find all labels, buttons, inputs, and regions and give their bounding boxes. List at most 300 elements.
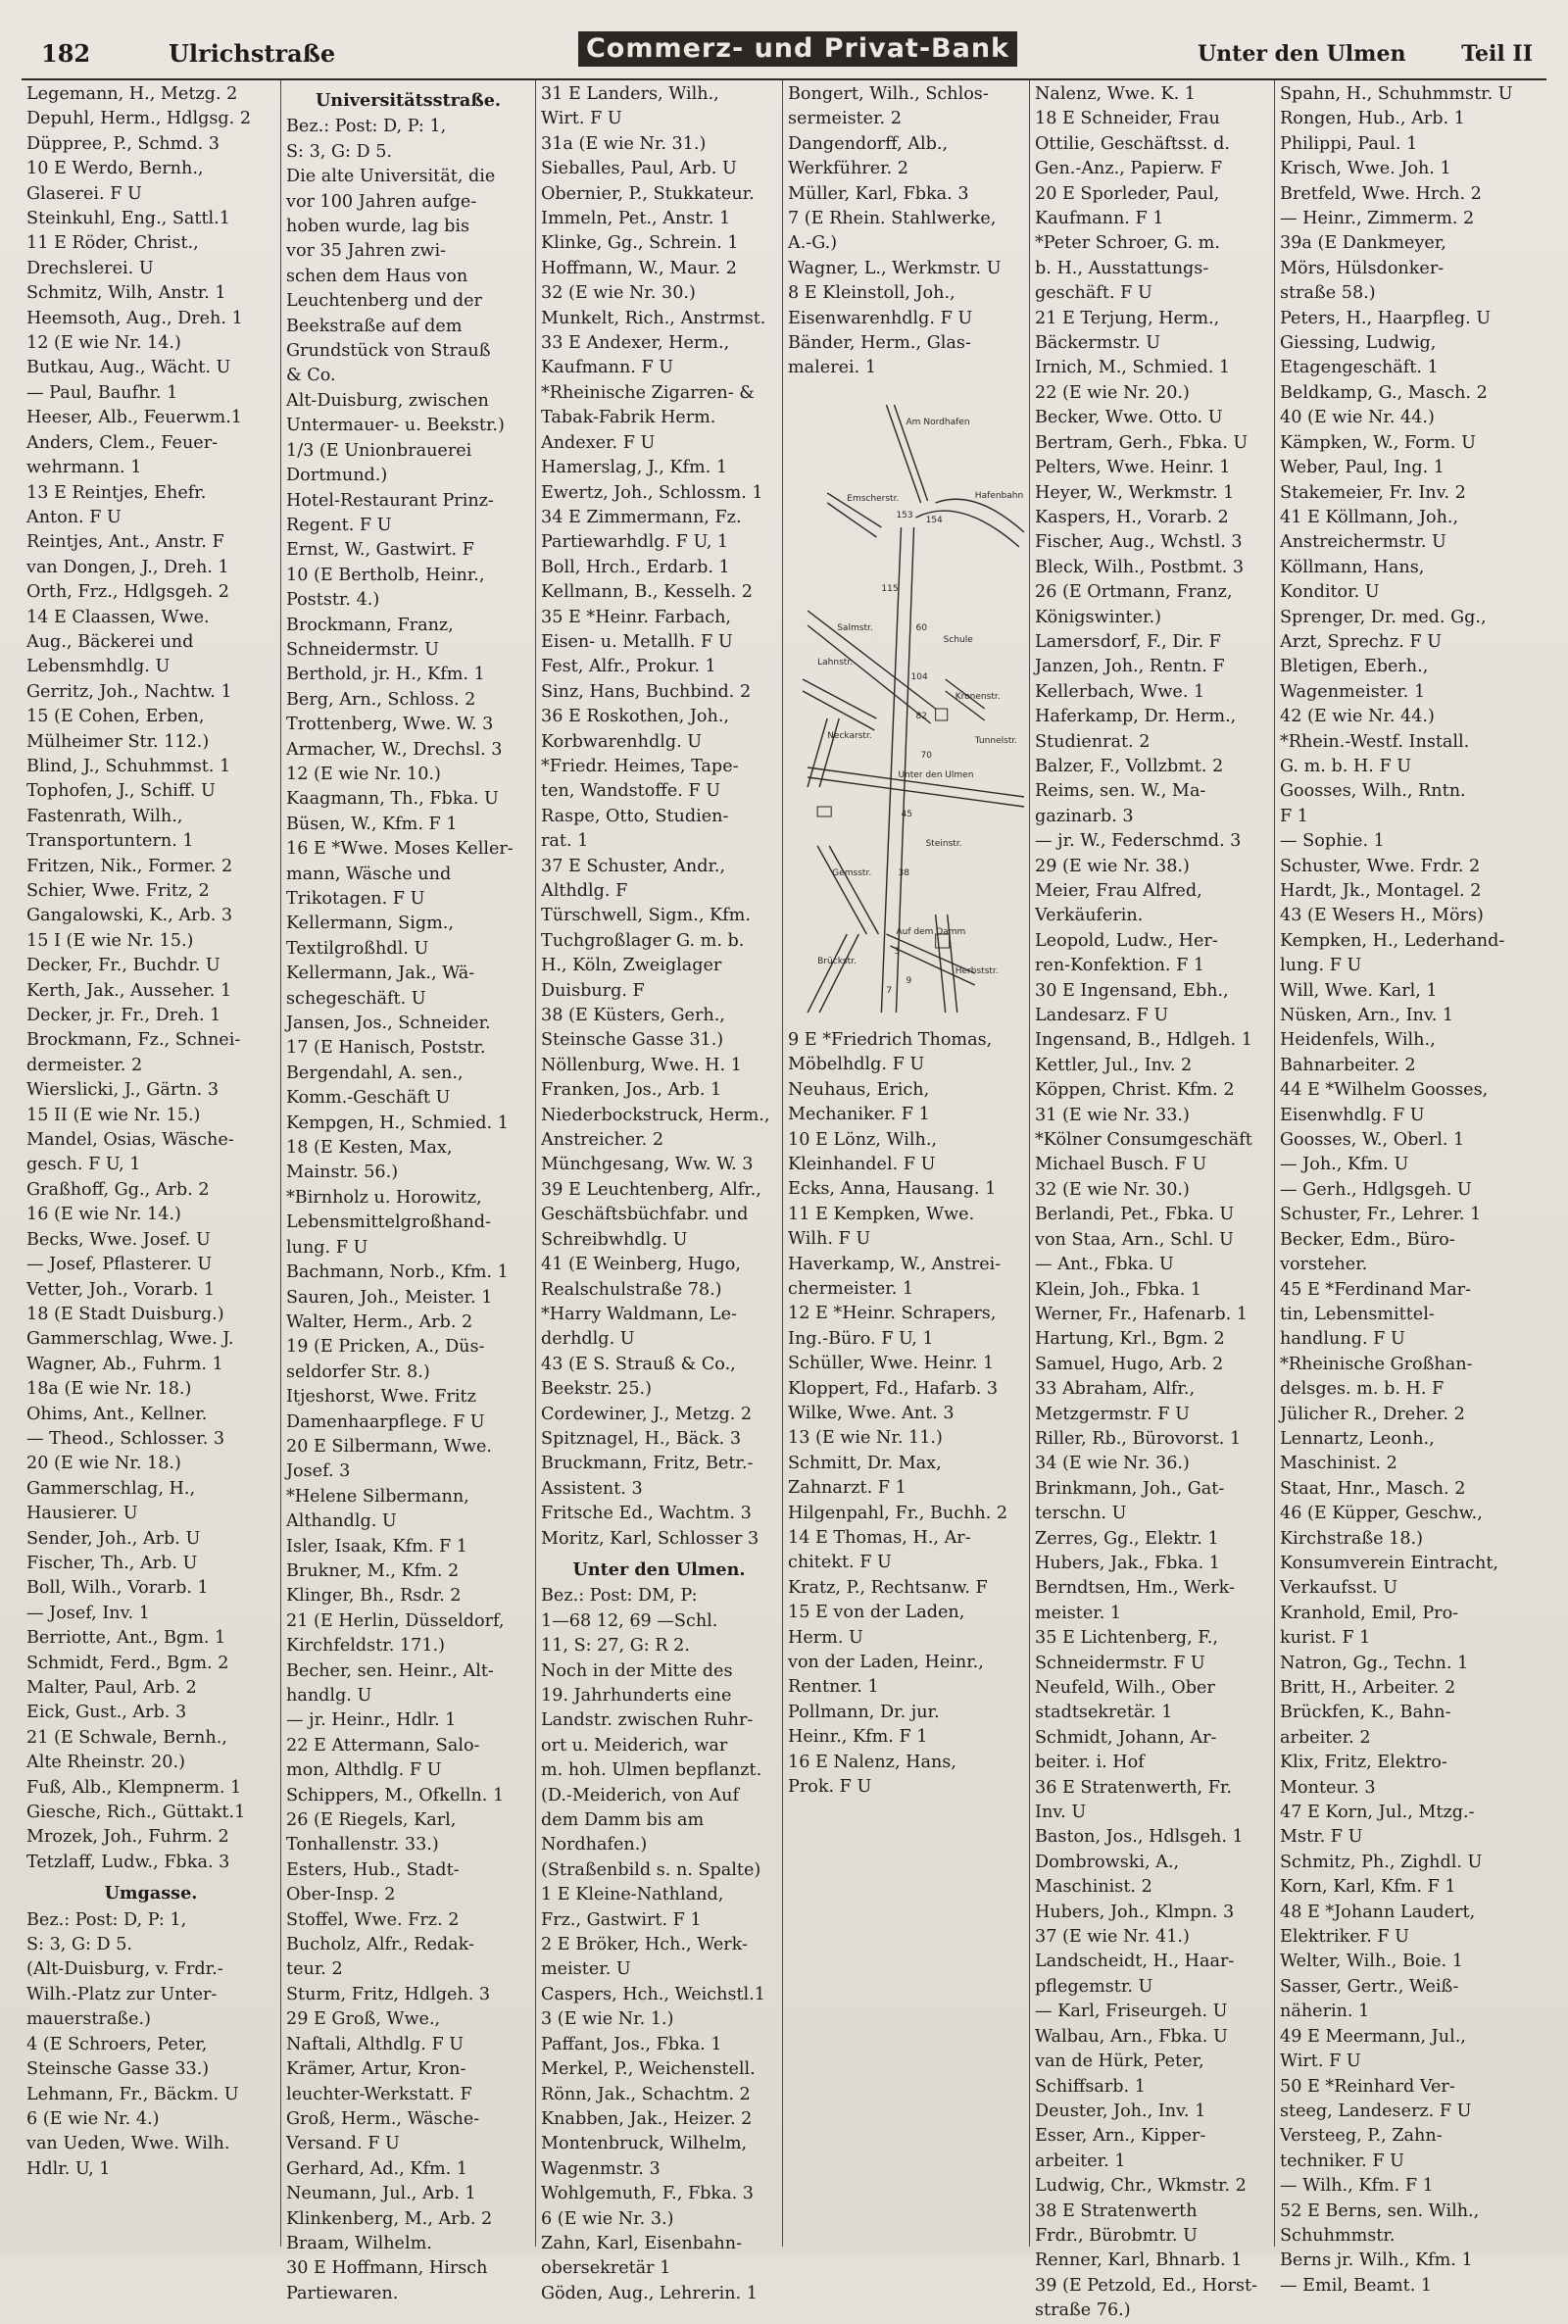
directory-entry: Konsumverein Eintracht, [1280, 1553, 1498, 1573]
directory-entry: — Josef, Inv. 1 [26, 1603, 150, 1623]
directory-entry: Gerritz, Joh., Nachtw. 1 [26, 681, 232, 702]
directory-entry: 30 E Hoffmann, Hirsch [286, 2258, 488, 2279]
directory-entry: *Rheinische Zigarren- & [541, 382, 755, 403]
page-number: 182 [41, 39, 91, 68]
directory-entry: Merkel, P., Weichenstell. [541, 2059, 756, 2080]
directory-entry: 15 II (E wie Nr. 15.) [26, 1105, 201, 1125]
directory-entry: Kämpken, W., Form. U [1280, 432, 1476, 453]
directory-entry: Aug., Bäckerei und [26, 631, 194, 652]
directory-entry: Wagner, L., Werkmstr. U [788, 258, 1002, 278]
directory-entry: Wilh.-Platz zur Unter- [26, 1984, 218, 2004]
directory-entry: Samuel, Hugo, Arb. 2 [1035, 1354, 1224, 1374]
directory-entry: meister. U [541, 1959, 631, 1980]
directory-entry: — Josef, Pflasterer. U [26, 1255, 213, 1275]
directory-entry: A.-G.) [788, 233, 838, 254]
directory-entry: Kempken, H., Lederhand- [1280, 930, 1505, 951]
directory-entry: Fastenrath, Wilh., [26, 806, 183, 826]
directory-entry: Wagenmstr. 3 [541, 2158, 661, 2179]
directory-entry: Weber, Paul, Ing. 1 [1280, 458, 1445, 478]
directory-entry: *Friedr. Heimes, Tape- [541, 756, 739, 776]
directory-entry: lung. F U [1280, 956, 1362, 976]
directory-entry: Krisch, Wwe. Joh. 1 [1280, 159, 1451, 179]
directory-entry: 35 E Lichtenberg, F., [1035, 1628, 1218, 1649]
directory-entry: Deuster, Joh., Inv. 1 [1035, 2101, 1206, 2121]
directory-entry: Grundstück von Strauß [286, 341, 491, 362]
directory-entry: Schmitz, Ph., Zighdl. U [1280, 1852, 1483, 1872]
bank-advert-banner: Commerz- und Privat-Bank [578, 31, 1017, 67]
directory-entry: Dangendorff, Alb., [788, 133, 949, 154]
directory-entry: Bez.: Post: D, P: 1, [26, 1909, 187, 1930]
directory-entry: Untermauer- u. Beekstr.) [286, 416, 505, 436]
directory-entry: Geschäftsbüchfabr. und [541, 1205, 749, 1225]
directory-entry: 21 E Terjung, Herm., [1035, 308, 1220, 328]
directory-entry: Josef. 3 [286, 1461, 351, 1482]
directory-entry: 31 (E wie Nr. 33.) [1035, 1105, 1190, 1125]
directory-entry: Göden, Aug., Lehrerin. 1 [541, 2283, 758, 2303]
directory-entry: Assistent. 3 [541, 1478, 643, 1499]
column-1 [22, 80, 281, 2247]
directory-entry: mauerstraße.) [26, 2009, 151, 2030]
directory-entry: Krämer, Artur, Kron- [286, 2059, 466, 2080]
directory-entry: Lebensmhdlg. U [26, 657, 171, 677]
directory-entry: 29 E Groß, Wwe., [286, 2009, 441, 2030]
directory-entry: 20 E Sporleder, Paul, [1035, 183, 1220, 204]
directory-entry: 21 (E Schwale, Bernh., [26, 1727, 227, 1748]
directory-entry: 32 (E wie Nr. 30.) [541, 283, 696, 304]
directory-entry: Groß, Herm., Wäsche- [286, 2108, 480, 2129]
map-street-label: Auf dem Damm [896, 926, 966, 937]
directory-entry: Steinkuhl, Eng., Sattl.1 [26, 209, 230, 229]
directory-entry: mann, Wäsche und [286, 864, 452, 884]
directory-entry: Landesarz. F U [1035, 1006, 1169, 1026]
directory-entry: 20 (E wie Nr. 18.) [26, 1454, 181, 1474]
directory-entry: Vetter, Joh., Vorarb. 1 [26, 1279, 216, 1300]
directory-entry: 38 (E Küsters, Gerh., [541, 1006, 725, 1026]
directory-entry: Bez.: Post: D, P: 1, [286, 117, 447, 137]
directory-entry: 20 E Silbermann, Wwe. [286, 1436, 492, 1457]
directory-entry: 1—68 12, 69 —Schl. [541, 1610, 718, 1631]
directory-entry: Goosses, W., Oberl. 1 [1280, 1130, 1465, 1151]
street-section-title: Unter den Ulmen. [572, 1558, 746, 1580]
directory-entry: Köppen, Christ. Kfm. 2 [1035, 1080, 1235, 1101]
directory-entry: Brinkmann, Joh., Gat- [1035, 1478, 1225, 1499]
directory-entry: ort u. Meiderich, war [541, 1735, 728, 1755]
directory-entry: 34 (E wie Nr. 36.) [1035, 1454, 1190, 1474]
directory-entry: Mrozek, Joh., Fuhrm. 2 [26, 1827, 229, 1848]
directory-entry: Berg, Arn., Schloss. 2 [286, 689, 476, 710]
directory-entry: Peters, H., Haarpfleg. U [1280, 308, 1492, 328]
directory-entry: Schüller, Wwe. Heinr. 1 [788, 1354, 995, 1374]
directory-entry: Regent. F U [286, 515, 392, 535]
directory-entry: Neufeld, Wilh., Ober [1035, 1678, 1215, 1698]
directory-entry: Caspers, Hch., Weichstl.1 [541, 1984, 765, 2004]
directory-entry: 3 (E wie Nr. 1.) [541, 2009, 674, 2030]
directory-entry: Nöllenburg, Wwe. H. 1 [541, 1055, 742, 1075]
directory-entry: Prok. F U [788, 1777, 872, 1798]
directory-entry: S: 3, G: D 5. [286, 141, 393, 162]
directory-entry: steeg, Landeserz. F U [1280, 2101, 1472, 2121]
directory-entry: Berriotte, Ant., Bgm. 1 [26, 1628, 226, 1649]
directory-entry: Franken, Jos., Arb. 1 [541, 1080, 722, 1101]
directory-entry: Wirt. F U [1280, 2052, 1361, 2072]
directory-entry: leuchter-Werkstatt. F [286, 2084, 472, 2104]
directory-entry: 43 (E Wesers H., Mörs) [1280, 906, 1484, 926]
directory-entry: Bez.: Post: DM, P: [541, 1586, 698, 1607]
directory-entry: Frdr., Bürobmtr. U [1035, 2225, 1198, 2246]
directory-entry: 15 I (E wie Nr. 15.) [26, 930, 194, 951]
directory-entry: terschn. U [1035, 1504, 1127, 1524]
directory-entry: Wohlgemuth, F., Fbka. 3 [541, 2184, 754, 2204]
map-house-number: 7 [886, 985, 893, 996]
map-street-label: Lahnstr. [817, 657, 854, 668]
directory-entry: Arzt, Sprechz. F U [1280, 631, 1443, 652]
directory-entry: Ohims, Ant., Kellner. [26, 1404, 208, 1424]
directory-entry: 39a (E Dankmeyer, [1280, 233, 1446, 254]
directory-entry: Kellerbach, Wwe. 1 [1035, 681, 1205, 702]
directory-entry: Korbwarenhdlg. U [541, 731, 703, 752]
directory-entry: rat. 1 [541, 831, 589, 852]
directory-entry: Bertram, Gerh., Fbka. U [1035, 432, 1249, 453]
directory-entry: 42 (E wie Nr. 44.) [1280, 707, 1435, 727]
directory-entry: Wagenmeister. 1 [1280, 681, 1426, 702]
directory-entry: Tabak-Fabrik Herm. [541, 408, 716, 428]
directory-entry: Ewertz, Joh., Schlossm. 1 [541, 482, 763, 503]
map-street-label: Unter den Ulmen [898, 769, 974, 780]
directory-entry: 37 E Schuster, Andr., [541, 856, 726, 876]
directory-entry: Alt-Duisburg, zwischen [286, 390, 489, 411]
directory-entry: 49 E Meermann, Jul., [1280, 2026, 1466, 2047]
directory-entry: Natron, Gg., Techn. 1 [1280, 1653, 1469, 1673]
directory-entry: Bäckermstr. U [1035, 333, 1161, 354]
directory-entry: Ernst, W., Gastwirt. F [286, 540, 474, 561]
directory-entry: Kerth, Jak., Ausseher. 1 [26, 980, 232, 1001]
directory-entry: Landstr. zwischen Ruhr- [541, 1710, 754, 1731]
directory-entry: Giessing, Ludwig, [1280, 333, 1437, 354]
directory-entry: Türschwell, Sigm., Kfm. [541, 906, 751, 926]
directory-entry: 33 E Andexer, Herm., [541, 333, 730, 354]
directory-entry: Beekstraße auf dem [286, 316, 463, 336]
directory-entry: Reintjes, Ant., Anstr. F [26, 532, 224, 553]
directory-entry: van de Hürk, Peter, [1035, 2052, 1204, 2072]
directory-entry: Nalenz, Wwe. K. 1 [1035, 84, 1196, 104]
map-street-label: Hafenbahn [974, 490, 1024, 501]
map-house-number: 60 [915, 622, 928, 633]
directory-entry: 13 (E wie Nr. 11.) [788, 1428, 943, 1449]
directory-entry: Welter, Wilh., Boie. 1 [1280, 1952, 1463, 1972]
directory-entry: Wirt. F U [541, 109, 622, 129]
directory-entry: Transportuntern. 1 [26, 831, 194, 852]
directory-entry: Schmitt, Dr. Max, [788, 1453, 942, 1473]
directory-entry: Raspe, Otto, Studien- [541, 806, 729, 826]
directory-entry: ten, Wandstoffe. F U [541, 781, 721, 802]
directory-entry: Lamersdorf, F., Dir. F [1035, 631, 1221, 652]
directory-entry: Bletigen, Eberh., [1280, 657, 1429, 677]
directory-entry: Kellmann, B., Kesselh. 2 [541, 582, 753, 603]
directory-entry: Tetzlaff, Ludw., Fbka. 3 [26, 1852, 230, 1872]
directory-entry: Herm. U [788, 1627, 863, 1648]
directory-entry: handlung. F U [1280, 1329, 1405, 1350]
directory-entry: Mörs, Hülsdonker- [1280, 258, 1445, 278]
directory-entry: *Rhein.-Westf. Install. [1280, 731, 1470, 752]
directory-entry: handlg. U [286, 1686, 372, 1706]
directory-entry: 45 E *Ferdinand Mar- [1280, 1279, 1472, 1300]
directory-entry: Maschinist. 2 [1280, 1454, 1397, 1474]
directory-entry: Schuster, Fr., Lehrer. 1 [1280, 1205, 1482, 1225]
directory-entry: Philippi, Paul. 1 [1280, 133, 1418, 154]
directory-entry: Graßhoff, Gg., Arb. 2 [26, 1179, 210, 1200]
column-5 [1030, 80, 1275, 2321]
directory-entry: vor 35 Jahren zwi- [286, 241, 447, 262]
directory-entry: Wagner, Ab., Fuhrm. 1 [26, 1354, 223, 1374]
directory-entry: Tophofen, J., Schiff. U [26, 781, 216, 802]
directory-entry: Wierslicki, J., Gärtn. 3 [26, 1080, 220, 1101]
directory-entry: Bachmann, Norb., Kfm. 1 [286, 1262, 509, 1283]
directory-entry: Dortmund.) [286, 466, 388, 486]
directory-entry: Klinger, Bh., Rsdr. 2 [286, 1586, 462, 1607]
directory-entry: Anton. F U [26, 507, 122, 527]
map-street-label: Schule [943, 634, 973, 645]
directory-entry: ren-Konfektion. F 1 [1035, 956, 1205, 976]
directory-entry: 43 (E S. Strauß & Co., [541, 1354, 736, 1374]
directory-entry: Klinke, Gg., Schrein. 1 [541, 233, 739, 254]
map-house-number: 82 [915, 711, 928, 721]
directory-entry: Schmitz, Wilh, Anstr. 1 [26, 283, 226, 304]
directory-entry: Braam, Wilhelm. [286, 2233, 432, 2253]
directory-entry: Kempgen, H., Schmied. 1 [286, 1113, 509, 1133]
directory-entry: 47 E Korn, Jul., Mtzg.- [1280, 1803, 1475, 1823]
directory-entry: 48 E *Johann Laudert, [1280, 1902, 1476, 1922]
directory-entry: Obernier, P., Stukkateur. [541, 183, 755, 204]
directory-entry: von der Laden, Heinr., [788, 1653, 984, 1673]
directory-entry: *Harry Waldmann, Le- [541, 1304, 737, 1324]
directory-entry: 44 E *Wilhelm Goosses, [1280, 1080, 1489, 1101]
directory-entry: Walbau, Arn., Fbka. U [1035, 2026, 1228, 2047]
directory-entry: S: 3, G: D 5. [26, 1935, 133, 1955]
directory-entry: Neumann, Jul., Arb. 1 [286, 2184, 476, 2204]
directory-entry: Damenhaarpflege. F U [286, 1411, 485, 1432]
directory-entry: 12 (E wie Nr. 14.) [26, 333, 181, 354]
directory-entry: 18 (E Stadt Duisburg.) [26, 1304, 224, 1324]
directory-entry: sermeister. 2 [788, 109, 902, 129]
running-head-right: Unter den Ulmen [1198, 41, 1406, 67]
directory-entry: Zahnarzt. F 1 [788, 1478, 906, 1499]
directory-entry: tin, Lebensmittel- [1280, 1304, 1435, 1324]
directory-entry: Armacher, W., Drechsl. 3 [286, 739, 503, 760]
directory-entry: 11, S: 27, G: R 2. [541, 1636, 690, 1656]
directory-entry: Köllmann, Hans, [1280, 557, 1425, 577]
directory-entry: Fritsche Ed., Wachtm. 3 [541, 1504, 752, 1524]
directory-entry: Itjeshorst, Wwe. Fritz [286, 1387, 476, 1408]
directory-entry: Komm.-Geschäft U [286, 1088, 451, 1109]
directory-entry: Versteeg, P., Zahn- [1280, 2126, 1443, 2147]
directory-entry: Leuchtenberg und der [286, 291, 482, 312]
directory-entry: 50 E *Reinhard Ver- [1280, 2076, 1455, 2097]
directory-entry: 6 (E wie Nr. 3.) [541, 2208, 674, 2229]
directory-entry: Trottenberg, Wwe. W. 3 [286, 715, 494, 735]
directory-entry: 22 (E wie Nr. 20.) [1035, 382, 1190, 403]
directory-entry: dermeister. 2 [26, 1055, 143, 1075]
directory-entry: Gerhard, Ad., Kfm. 1 [286, 2158, 468, 2179]
directory-entry: — Ant., Fbka. U [1035, 1255, 1174, 1275]
directory-entry: b. H., Ausstattungs- [1035, 258, 1209, 278]
directory-entry: Althdlg. F [541, 881, 628, 901]
directory-entry: H., Köln, Zweiglager [541, 956, 722, 976]
directory-entry: 30 E Ingensand, Ebh., [1035, 980, 1229, 1001]
directory-entry: Anstreichermstr. U [1280, 532, 1446, 553]
directory-entry: Schiffsarb. 1 [1035, 2076, 1146, 2097]
directory-entry: 17 (E Hanisch, Poststr. [286, 1038, 486, 1059]
directory-entry: Sasser, Gertr., Weiß- [1280, 1976, 1459, 1997]
directory-entry: Stakemeier, Fr. Inv. 2 [1280, 482, 1466, 503]
directory-entry: Ecks, Anna, Hausang. 1 [788, 1179, 997, 1200]
directory-entry: Bucholz, Alfr., Redak- [286, 1935, 474, 1955]
directory-entry: Berns jr. Wilh., Kfm. 1 [1280, 2250, 1473, 2271]
directory-entry: Nüsken, Arn., Inv. 1 [1280, 1006, 1454, 1026]
directory-entry: Steinsche Gasse 33.) [26, 2059, 210, 2080]
directory-entry: Spitznagel, H., Bäck. 3 [541, 1428, 742, 1449]
directory-entry: Brukner, M., Kfm. 2 [286, 1560, 460, 1581]
directory-entry: Möbelhdlg. F U [788, 1055, 925, 1075]
directory-entry: Etagengeschäft. 1 [1280, 358, 1439, 378]
directory-entry: Duisburg. F [541, 980, 645, 1001]
directory-entry: Montenbruck, Wilhelm, [541, 2134, 748, 2154]
directory-entry: Münchgesang, Ww. W. 3 [541, 1155, 754, 1175]
directory-entry: Bänder, Herm., Glas- [788, 333, 971, 354]
directory-entry: Ober-Insp. 2 [286, 1885, 396, 1905]
directory-entry: Glaserei. F U [26, 183, 142, 204]
directory-entry: 4 (E Schroers, Peter, [26, 2034, 208, 2054]
directory-entry: Tuchgroßlager G. m. b. [541, 930, 745, 951]
directory-entry: Landscheidt, H., Haar- [1035, 1952, 1235, 1972]
map-house-number: 115 [881, 583, 899, 594]
directory-entry: Kaagmann, Th., Fbka. U [286, 789, 499, 810]
directory-entry: Kloppert, Fd., Hafarb. 3 [788, 1378, 999, 1399]
directory-entry: Will, Wwe. Karl, 1 [1280, 980, 1438, 1001]
directory-entry: Nordhafen.) [541, 1835, 648, 1855]
directory-entry: Ottilie, Geschäftsst. d. [1035, 133, 1230, 154]
directory-entry: 2 E Bröker, Hch., Werk- [541, 1935, 748, 1955]
directory-entry: Noch in der Mitte des [541, 1660, 733, 1681]
directory-entry: Kellermann, Sigm., [286, 914, 454, 934]
directory-entry: 34 E Zimmermann, Fz. [541, 507, 742, 527]
directory-entry: 12 E *Heinr. Schrapers, [788, 1304, 997, 1324]
directory-entry: Kettler, Jul., Inv. 2 [1035, 1055, 1193, 1075]
directory-entry: meister. 1 [1035, 1603, 1122, 1623]
directory-entry: Mülheimer Str. 112.) [26, 731, 210, 752]
directory-entry: — Gerh., Hdlgsgeh. U [1280, 1179, 1472, 1200]
directory-entry: Pollmann, Dr. jur. [788, 1702, 940, 1722]
directory-entry: schen dem Haus von [286, 266, 468, 286]
directory-entry: Spahn, H., Schuhmmstr. U [1280, 84, 1513, 104]
directory-entry: Munkelt, Rich., Anstrmst. [541, 308, 766, 328]
directory-entry: Anders, Clem., Feuer- [26, 432, 219, 453]
directory-entry: Verkäuferin. [1035, 906, 1144, 926]
directory-entry: — Heinr., Zimmerm. 2 [1280, 209, 1475, 229]
directory-entry: Werner, Fr., Hafenarb. 1 [1035, 1304, 1248, 1324]
directory-entry: geschäft. F U [1035, 283, 1152, 304]
directory-entry: Lebensmittelgroßhand- [286, 1212, 491, 1233]
directory-entry: Heinr., Kfm. F 1 [788, 1727, 928, 1748]
directory-entry: näherin. 1 [1280, 2002, 1370, 2022]
directory-entry: Becher, sen. Heinr., Alt- [286, 1660, 494, 1681]
directory-entry: 8 E Kleinstoll, Joh., [788, 283, 956, 304]
directory-entry: 12 (E wie Nr. 10.) [286, 764, 441, 784]
directory-entry: hoben wurde, lag bis [286, 217, 470, 237]
directory-entry: Mainstr. 56.) [286, 1162, 399, 1183]
directory-entry: Konditor. U [1280, 582, 1380, 603]
directory-entry: kurist. F 1 [1280, 1628, 1371, 1649]
directory-entry: Staat, Hnr., Masch. 2 [1280, 1478, 1466, 1499]
directory-entry: & Co. [286, 366, 336, 386]
directory-entry: Werkführer. 2 [788, 159, 908, 179]
directory-entry: Beldkamp, G., Masch. 2 [1280, 382, 1488, 403]
directory-entry: 10 (E Bertholb, Heinr., [286, 565, 485, 585]
directory-entry: Ing.-Büro. F U, 1 [788, 1328, 934, 1349]
directory-entry: Paffant, Jos., Fbka. 1 [541, 2034, 722, 2054]
directory-entry: Blind, J., Schuhmmst. 1 [26, 756, 231, 776]
directory-entry: Rentner. 1 [788, 1677, 879, 1698]
directory-entry: Michael Busch. F U [1035, 1155, 1207, 1175]
directory-entry: Haferkamp, Dr. Herm., [1035, 707, 1237, 727]
directory-entry: Rongen, Hub., Arb. 1 [1280, 109, 1465, 129]
directory-entry: 18 (E Kesten, Max, [286, 1138, 453, 1159]
directory-entry: Wilke, Wwe. Ant. 3 [788, 1403, 955, 1423]
directory-entry: Esser, Arn., Kipper- [1035, 2126, 1206, 2147]
directory-entry: 14 E Thomas, H., Ar- [788, 1528, 971, 1548]
directory-entry: — Emil, Beamt. 1 [1280, 2275, 1433, 2296]
directory-entry: Textilgroßhdl. U [286, 938, 429, 959]
directory-entry: Moritz, Karl, Schlosser 3 [541, 1528, 760, 1549]
directory-entry: F 1 [1280, 806, 1308, 826]
directory-entry: straße 58.) [1280, 283, 1376, 304]
directory-entry: Cordewiner, J., Metzg. 2 [541, 1404, 753, 1424]
directory-entry: Giesche, Rich., Güttakt.1 [26, 1803, 246, 1823]
directory-entry: 15 E von der Laden, [788, 1603, 965, 1623]
directory-entry: Bleck, Wilh., Postbmt. 3 [1035, 557, 1245, 577]
directory-entry: Sender, Joh., Arb. U [26, 1528, 201, 1549]
directory-entry: *Rheinische Großhan- [1280, 1354, 1473, 1374]
directory-entry: pflegemstr. U [1035, 1976, 1153, 1997]
directory-entry: van Dongen, J., Dreh. 1 [26, 557, 229, 577]
map-street-label: Neckarstr. [827, 730, 872, 741]
directory-entry: Legemann, H., Metzg. 2 [26, 84, 238, 104]
directory-entry: Fuß, Alb., Klempnerm. 1 [26, 1777, 242, 1798]
directory-entry: Ludwig, Chr., Wkmstr. 2 [1035, 2176, 1247, 2197]
directory-entry: Schuhmmstr. [1280, 2225, 1396, 2246]
directory-entry: arbeiter. 2 [1280, 1727, 1371, 1748]
directory-entry: lung. F U [286, 1237, 368, 1258]
directory-entry: beiter. i. Hof [1035, 1753, 1145, 1773]
directory-entry: 46 (E Küpper, Geschw., [1280, 1504, 1483, 1524]
directory-entry: Ingensand, B., Hdlgeh. 1 [1035, 1030, 1252, 1051]
directory-entry: Irnich, M., Schmied. 1 [1035, 358, 1231, 378]
directory-entry: 36 E Roskothen, Joh., [541, 707, 730, 727]
directory-entry: Reims, sen. W., Ma- [1035, 781, 1206, 802]
directory-entry: Alte Rheinstr. 20.) [26, 1753, 185, 1773]
directory-entry: Hartung, Krl., Bgm. 2 [1035, 1329, 1225, 1350]
directory-entry: 39 (E Petzold, Ed., Horst- [1035, 2275, 1258, 2296]
directory-entry: 41 E Köllmann, Joh., [1280, 507, 1459, 527]
directory-entry: gesch. F U, 1 [26, 1155, 141, 1175]
directory-entry: 15 (E Cohen, Erben, [26, 707, 205, 727]
map-street-label: Emscherstr. [847, 493, 900, 504]
columns-container [22, 80, 1546, 2321]
page-header [22, 27, 1546, 80]
directory-entry: 19 (E Pricken, A., Düs- [286, 1337, 485, 1358]
directory-entry: Sieballes, Paul, Arb. U [541, 159, 737, 179]
directory-entry: Frz., Gastwirt. F 1 [541, 1909, 702, 1930]
directory-entry: Andexer. F U [541, 432, 656, 453]
